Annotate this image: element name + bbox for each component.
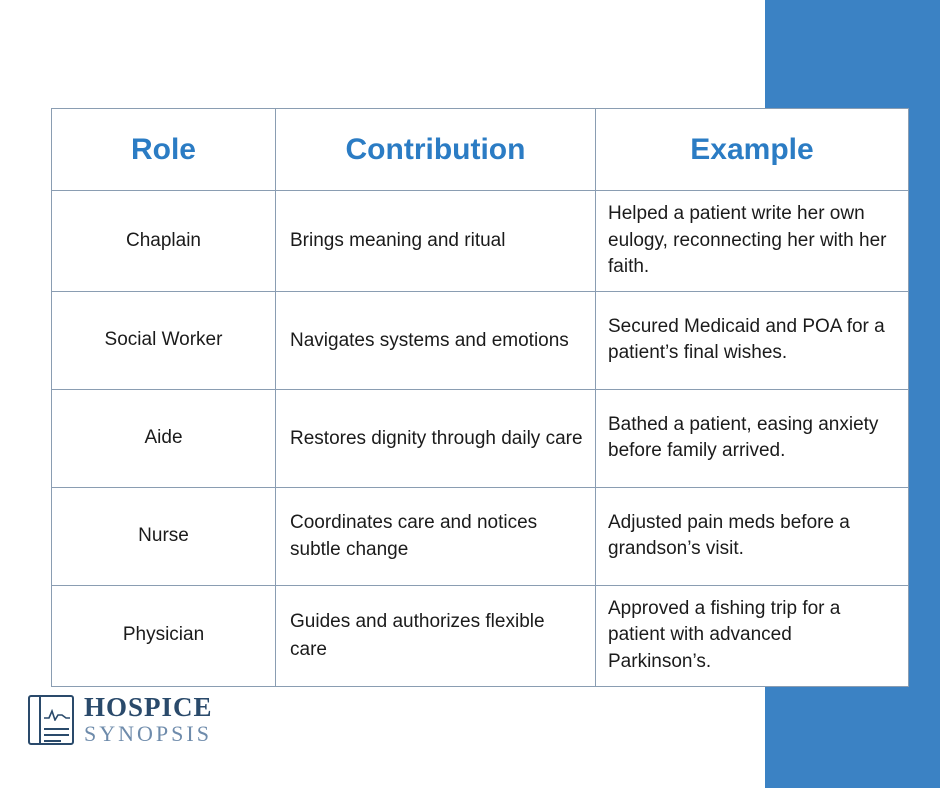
brand-name xyxy=(84,694,213,745)
cell-contribution: Restores dignity through daily care xyxy=(276,389,596,487)
cell-contribution: Guides and authorizes flexible care xyxy=(276,585,596,686)
cell-role: Physician xyxy=(52,585,276,686)
cell-role: Chaplain xyxy=(52,191,276,292)
table-row xyxy=(52,389,909,487)
cell-role: Aide xyxy=(52,389,276,487)
cell-example: Secured Medicaid and POA for a patient’s final wishes. xyxy=(596,291,909,389)
brand-name-primary: HOSPICE xyxy=(84,692,213,722)
logo-line xyxy=(44,734,69,736)
roles-table-container xyxy=(51,108,908,687)
cell-role: Social Worker xyxy=(52,291,276,389)
pulse-icon xyxy=(44,709,70,721)
brand-name-secondary: SYNOPSIS xyxy=(84,721,212,746)
cell-example: Approved a fishing trip for a patient with advanced Parkinson’s. xyxy=(596,585,909,686)
column-header-contribution: Contribution xyxy=(276,109,596,191)
column-header-role: Role xyxy=(52,109,276,191)
cell-contribution: Navigates systems and emotions xyxy=(276,291,596,389)
table-row xyxy=(52,191,909,292)
cell-example: Adjusted pain meds before a grandson’s visit. xyxy=(596,487,909,585)
cell-role: Nurse xyxy=(52,487,276,585)
cell-example: Bathed a patient, easing anxiety before family arrived. xyxy=(596,389,909,487)
cell-contribution: Coordinates care and notices subtle change xyxy=(276,487,596,585)
column-header-example: Example xyxy=(596,109,909,191)
roles-table xyxy=(51,108,909,687)
cell-contribution: Brings meaning and ritual xyxy=(276,191,596,292)
logo-line xyxy=(44,728,69,730)
document-pulse-icon xyxy=(28,695,74,745)
brand-logo xyxy=(28,694,213,745)
table-header-row xyxy=(52,109,909,191)
cell-example: Helped a patient write her own eulogy, reconnecting her with her faith. xyxy=(596,191,909,292)
table-row xyxy=(52,585,909,686)
table-row xyxy=(52,487,909,585)
table-row xyxy=(52,291,909,389)
logo-spine xyxy=(39,697,41,743)
logo-line xyxy=(44,740,61,742)
